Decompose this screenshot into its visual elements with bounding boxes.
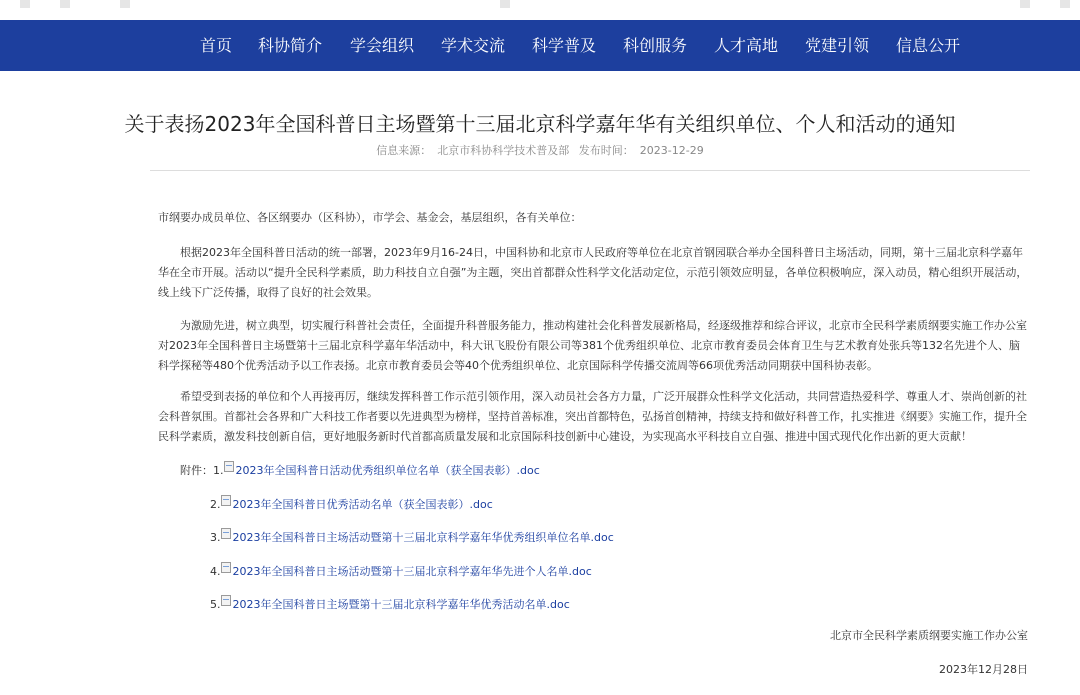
attachment-link[interactable]: 2023年全国科普日优秀活动名单（获全国表彰）.doc: [232, 498, 493, 511]
nav-item-party-building[interactable]: 党建引领: [805, 36, 870, 55]
signature-date: 2023年12月28日: [939, 663, 1028, 676]
top-strip-square: [500, 0, 510, 8]
nav-item-science-popularization[interactable]: 科学普及: [532, 36, 597, 55]
signature-organization: 北京市全民科学素质纲要实施工作办公室: [830, 629, 1028, 642]
main-nav: [0, 20, 1080, 71]
doc-file-icon: [224, 461, 234, 472]
date-value: 2023-12-29: [639, 144, 704, 157]
source-value: 北京市科协科学技术普及部: [437, 144, 570, 157]
source-label: 信息来源：: [376, 144, 432, 157]
nav-item-information-disclosure[interactable]: 信息公开: [896, 36, 961, 55]
attachment-item: [210, 495, 493, 511]
attachment-number: 4.: [210, 565, 221, 578]
attachment-number: 1.: [213, 464, 224, 477]
attachment-item: [210, 595, 570, 611]
attachment-number: 5.: [210, 598, 221, 611]
article-title: 关于表扬2023年全国科普日主场暨第十三届北京科学嘉年华有关组织单位、个人和活动的通知: [124, 112, 956, 136]
attachment-item: [210, 528, 614, 544]
top-strip: [0, 0, 1080, 20]
attachment-link[interactable]: 2023年全国科普日主场活动暨第十三届北京科学嘉年华先进个人名单.doc: [232, 565, 592, 578]
paragraph-1: 根据2023年全国科普日活动的统一部署，2023年9月16-24日，中国科协和北京市人民政府等单位在北京首钢园联合举办全国科普日主场活动，同期，第十三届北京科学嘉年华在全市开展。活动以“提升全民科学素质，助力科技自立自强”为主题，突出首都群众性科学文化活动定位，示范引领效应明显，各单位积极响应，深入动员，精心组织开展活动，线上线下广泛传播，取得了良好的社会效果。: [158, 246, 1028, 299]
top-strip-square: [60, 0, 70, 8]
doc-file-icon: [221, 528, 231, 539]
doc-file-icon: [221, 562, 231, 573]
nav-item-talent[interactable]: 人才高地: [714, 36, 779, 55]
top-strip-square: [20, 0, 30, 8]
attachment-link[interactable]: 2023年全国科普日活动优秀组织单位名单（获全国表彰）.doc: [235, 464, 540, 477]
salutation: 市纲要办成员单位、各区纲要办（区科协），市学会、基金会，基层组织，各有关单位：: [158, 211, 582, 224]
attachment-item: [180, 461, 540, 477]
attachment-link[interactable]: 2023年全国科普日主场暨第十三届北京科学嘉年华优秀活动名单.doc: [232, 598, 570, 611]
attachment-number: 3.: [210, 531, 221, 544]
nav-item-innovation-services[interactable]: 科创服务: [623, 36, 688, 55]
article-meta: [0, 142, 1080, 158]
nav-item-home[interactable]: 首页: [200, 36, 233, 55]
attachment-link[interactable]: 2023年全国科普日主场活动暨第十三届北京科学嘉年华优秀组织单位名单.doc: [232, 531, 614, 544]
date-label: 发布时间：: [578, 144, 634, 157]
top-strip-square: [1020, 0, 1030, 8]
attachment-item: [210, 562, 592, 578]
doc-file-icon: [221, 595, 231, 606]
attachments-label: 附件：: [180, 464, 213, 477]
nav-item-academic[interactable]: 学术交流: [441, 36, 506, 55]
top-strip-square: [1060, 0, 1070, 8]
attachment-number: 2.: [210, 498, 221, 511]
paragraph-2: 为激励先进，树立典型，切实履行科普社会责任，全面提升科普服务能力，推动构建社会化科普发展新格局，经逐级推荐和综合评议，北京市全民科学素质纲要实施工作办公室对2023年全国科普日主场暨第十三届北京科学嘉年华活动中，科大讯飞股份有限公司等381个优秀组织单位、北京市教育委员会体育卫生与艺术教育处张兵等132名先进个人、脑科学探秘等480个优秀活动予以工作表扬。北京市教育委员会等40个优秀组织单位、北京国际科学传播交流周等66项优秀活动同期获中国科协表彰。: [158, 319, 1027, 372]
nav-item-about[interactable]: 科协简介: [258, 36, 323, 55]
paragraph-3: 希望受到表扬的单位和个人再接再厉，继续发挥科普工作示范引领作用，深入动员社会各方力量，广泛开展群众性科学文化活动，共同营造热爱科学、尊重人才、崇尚创新的社会科普氛围。首都社会各界和广大科技工作者要以先进典型为榜样，坚持首善标准，突出首都特色，弘扬首创精神，持续支持和做好科普工作，扎实推进《纲要》实施工作，提升全民科学素质，激发科技创新自信，更好地服务新时代首都高质量发展和北京国际科技创新中心建设，为实现高水平科技自立自强、推进中国式现代化作出新的更大贡献！: [158, 390, 1027, 443]
top-strip-square: [120, 0, 130, 8]
title-divider: [150, 170, 1030, 171]
doc-file-icon: [221, 495, 231, 506]
nav-item-societies[interactable]: 学会组织: [350, 36, 415, 55]
